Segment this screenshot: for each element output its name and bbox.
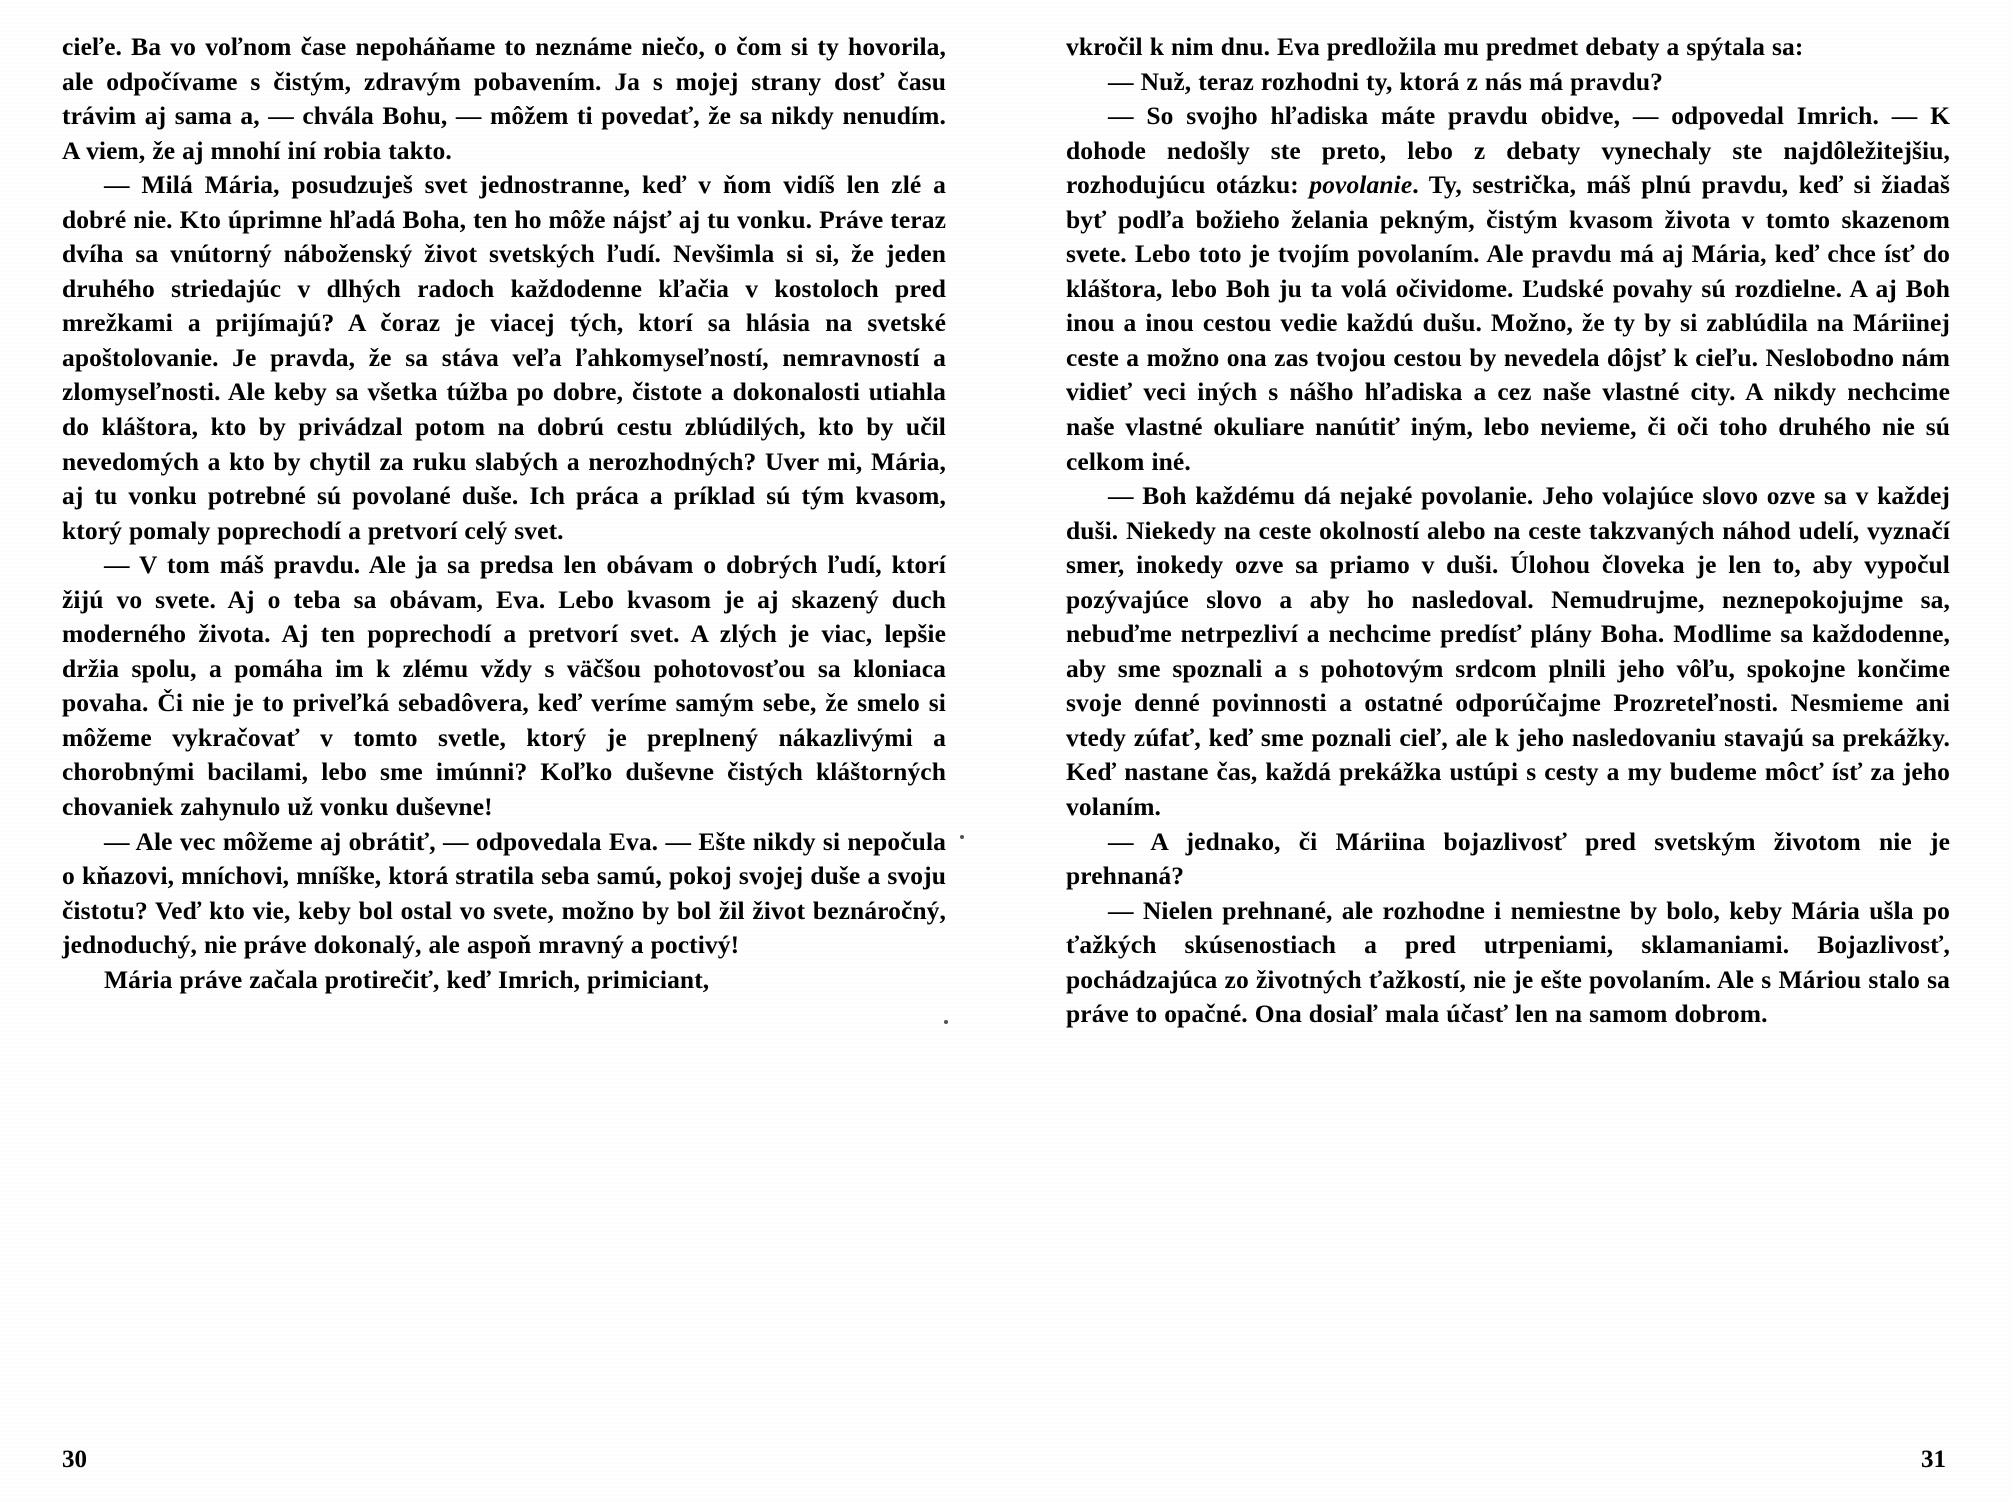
scan-speck: [960, 835, 964, 839]
paragraph: vkročil k nim dnu. Eva predložila mu predmet debaty a spýtala sa:: [1066, 32, 1804, 61]
emphasised-term: povolanie: [1309, 170, 1413, 200]
page-number-right: 31: [1921, 1446, 1946, 1473]
paragraph: — So svojho hľadiska máte pravdu obidve, — odpovedal Imrich. — K dohode nedošly ste preto, lebo z debaty vynechaly ste najdôležitejšiu, rozhodujúcu otázku: povolanie. Ty, sestrička, máš plnú pravdu, keď si žiadaš byť podľa božieho želania pekným, čistým kvasom života v tomto skazenom svete. Lebo toto je tvojím povolaním. Ale pravdu má aj Mária, keď chce ísť do kláštora, lebo Boh ju ta volá očividome. Ľudské povahy sú rozdielne. A aj Boh inou a inou cestou vedie každú dušu. Možno, že ty by si zablúdila na Máriinej ceste a možno ona zas tvojou cestou by nevedela dôjsť k cieľu. Neslobodno nám vidieť veci iných s nášho hľadiska a cez naše vlastné city. A nikdy nechcime naše vlastné okuliare nanútiť iným, lebo nevieme, či oči toho druhého nie sú celkom iné.: [1066, 101, 1950, 476]
page-right: [1006, 0, 2012, 1500]
paragraph: cieľe. Ba vo voľnom čase nepoháňame to neznáme niečo, o čom si ty hovorila, ale odpočívame s čistým, zdravým pobavením. Ja s mojej strany dosť času trávim aj sama a, — chvála Bohu, — môžem ti povedať, že sa nikdy nenudím. A viem, že aj mnohí iní robia takto.: [62, 32, 946, 165]
paragraph: — V tom máš pravdu. Ale ja sa predsa len obávam o dobrých ľudí, ktorí žijú vo svete. Aj o teba sa obávam, Eva. Lebo kvasom je aj skazený duch moderného života. Aj ten poprechodí a pretvorí svet. A zlých je viac, lepšie držia spolu, a pomáha im k zlému vždy s väčšou pohotovosťou sa kloniaca povaha. Či nie je to priveľká sebadôvera, keď veríme samým sebe, že smelo si môžeme vykračovať v tomto svetle, ktorý je preplnený nákazlivými a chorobnými bacilami, lebo sme imúnni? Koľko duševne čistých kláštorných chovaniek zahynulo už vonku duševne!: [62, 550, 946, 822]
paragraph: Mária práve začala protirečiť, keď Imrich, primiciant,: [104, 964, 710, 994]
text-column-left: [62, 30, 946, 997]
text-column-right: [1066, 30, 1950, 1032]
scan-speck: [944, 1020, 948, 1024]
paragraph: — Ale vec môžeme aj obrátiť, — odpovedala Eva. — Ešte nikdy si nepočula o kňazovi, mníchovi, mníške, ktorá stratila seba samú, pokoj svojej duše a svoju čistotu? Veď kto vie, keby bol ostal vo svete, možno by bol žil život beznáročný, jednoduchý, nie práve dokonalý, ale aspoň mravný a poctivý!: [62, 826, 946, 960]
paragraph: — Milá Mária, posudzuješ svet jednostranne, keď v ňom vidíš len zlé a dobré nie. Kto úprimne hľadá Boha, ten ho môže nájsť aj tu vonku. Práve teraz dvíha sa vnútorný náboženský život svetských ľudí. Nevšimla si si, že jeden druhého striedajúc v dlhých radoch každodenne kľačia v kostoloch pred mrežkami a prijímajú? A čoraz je viacej tých, ktorí sa hlásia na svetské apoštolovanie. Je pravda, že sa stáva veľa ľahkomyseľností, nemravností a zlomyseľnosti. Ale keby sa všetka túžba po dobre, čistote a dokonalosti utiahla do kláštora, kto by privádzal potom na dobrú cestu zblúdilých, kto by učil nevedomých a kto by chytil za ruku slabých a nerozhodných? Uver mi, Mária, aj tu vonku potrebné sú povolané duše. Ich práca a príklad sú tým kvasom, ktorý pomaly poprechodí a pretvorí celý svet.: [62, 170, 946, 545]
paragraph: — Nielen prehnané, ale rozhodne i nemiestne by bolo, keby Mária ušla po ťažkých skúsenostiach a pred utrpeniami, sklamaniami. Bojazlivosť, pochádzajúca zo životných ťažkostí, nie je ešte povolaním. Ale s Máriou stalo sa práve to opačné. Ona dosiaľ mala účasť len na samom dobrom.: [1066, 895, 1950, 1029]
paragraph: — Boh každému dá nejaké povolanie. Jeho volajúce slovo ozve sa v každej duši. Niekedy na ceste okolností alebo na ceste takzvaných náhod udelí, vyznačí smer, inokedy ozve sa priamo v duši. Úlohou človeka je len to, aby vypočul pozývajúce slovo a aby ho nasledoval. Nemudrujme, neznepokojujme sa, nebuďme netrpezliví a nechcime predísť plány Boha. Modlime sa každodenne, aby sme spoznali a s pohotovým srdcom plnili jeho vôľu, spokojne končime svoje denné povinnosti a ostatné odporúčajme Prozreteľnosti. Nesmieme ani vtedy zúfať, keď sme poznali cieľ, ale k jeho nasledovaniu stavajú sa prekážky. Keď nastane čas, každá prekážka ustúpi s cesty a my budeme môcť ísť za jeho volaním.: [1066, 481, 1950, 822]
paragraph: — A jednako, či Máriina bojazlivosť pred svetským životom nie je prehnaná?: [1066, 826, 1950, 891]
paragraph: — Nuž, teraz rozhodni ty, ktorá z nás má pravdu?: [1108, 66, 1663, 96]
page-number-left: 30: [62, 1446, 87, 1473]
